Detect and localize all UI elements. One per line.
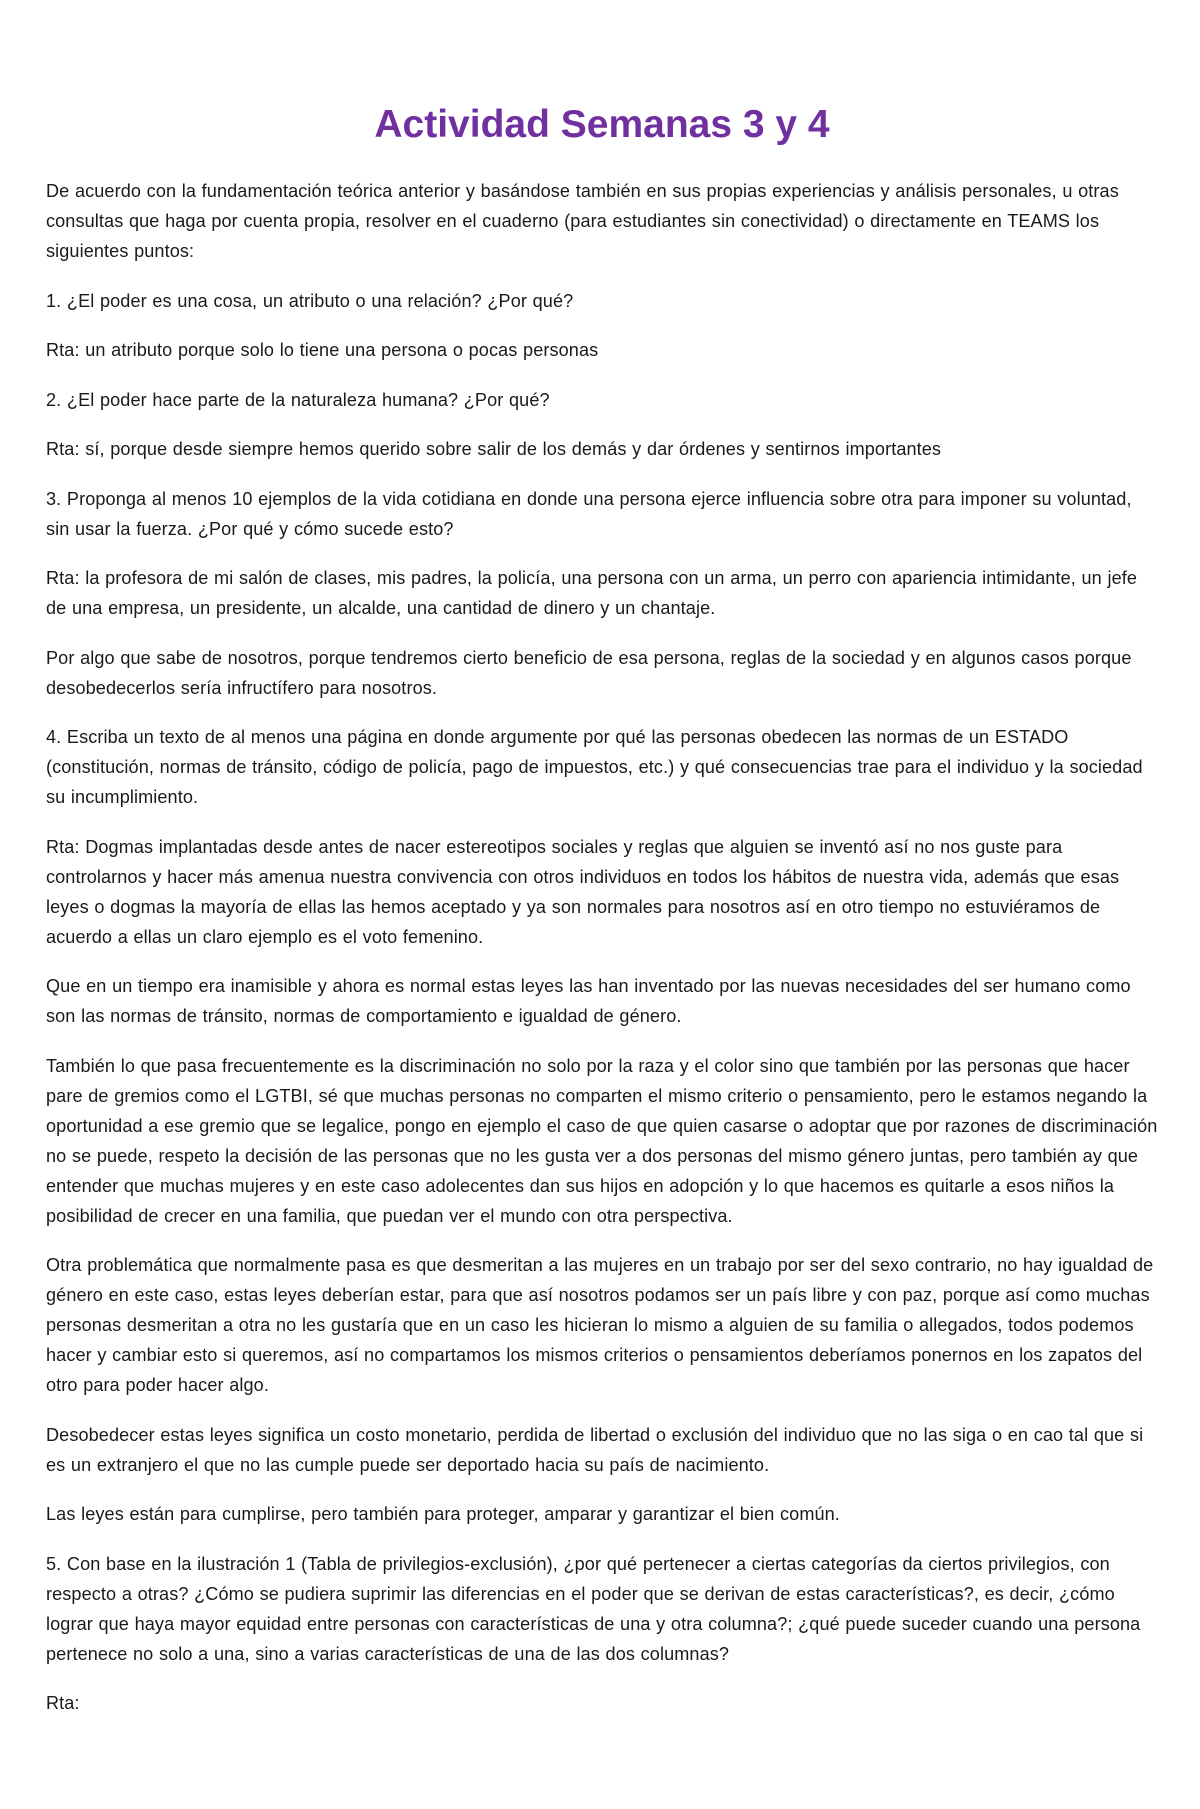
answer-4-paragraph-4: Otra problemática que normalmente pasa es que desmeritan a las mujeres en un trabajo por ser del sexo contrario, no hay igualdad de género en este caso, estas leyes deberían estar, para que así nosotros podamos ser un país libre y con paz, porque así como muchas personas desmeritan a otra no les gustaría que en un caso les hicieran lo mismo a alguien de su familia o allegados, todos podemos hacer y cambiar esto si queremos, así no compartamos los mismos criterios o pensamientos deberíamos ponernos en los zapatos del otro para poder hacer algo. <box>46 1255 1154 1395</box>
answer-4-paragraph-3: También lo que pasa frecuentemente es la discriminación no solo por la raza y el color sino que también por las personas que hacer pare de gremios como el LGTBI, sé que muchas personas no comparten el mismo criterio o pensamiento, pero le estamos negando la oportunidad a ese gremio que se legalice, pongo en ejemplo el caso de que quien casarse o adoptar que por razones de discriminación no se puede, respeto la decisión de las personas que no les gusta ver a dos personas del mismo género juntas, pero también ay que entender que muchas mujeres y en este caso adolecentes dan sus hijos en adopción y lo que hacemos es quitarle a esos niños la posibilidad de crecer en una familia, que puedan ver el mundo con otra perspectiva. <box>46 1055 1158 1226</box>
answer-5: Rta: <box>46 1693 80 1713</box>
answer-2: Rta: sí, porque desde siempre hemos querido sobre salir de los demás y dar órdenes y sentirnos importantes <box>46 439 942 459</box>
question-1: 1. ¿El poder es una cosa, un atributo o una relación? ¿Por qué? <box>46 290 574 311</box>
document-page <box>46 0 1158 1718</box>
answer-4-paragraph-2: Que en un tiempo era inamisible y ahora es normal estas leyes las han inventado por las nuevas necesidades del ser humano como son las normas de tránsito, normas de comportamiento e igualdad de género. <box>46 976 1131 1026</box>
question-4: 4. Escriba un texto de al menos una página en donde argumente por qué las personas obedecen las normas de un ESTADO (constitución, normas de tránsito, código de policía, pago de impuestos, etc.) y qué consecuencias trae para el individuo y la sociedad su incumplimiento. <box>46 727 1143 807</box>
answer-3: Rta: la profesora de mi salón de clases, mis padres, la policía, una persona con un arma, un perro con apariencia intimidante, un jefe de una empresa, un presidente, un alcalde, una cantidad de dinero y un chantaje. <box>46 568 1138 618</box>
page-title: Actividad Semanas 3 y 4 <box>374 103 830 146</box>
answer-4-paragraph-5: Desobedecer estas leyes significa un costo monetario, perdida de libertad o exclusión del individuo que no las siga o en cao tal que si es un extranjero el que no las cumple puede ser deportado hacia su país de nacimiento. <box>46 1424 1144 1475</box>
question-5: 5. Con base en la ilustración 1 (Tabla de privilegios-exclusión), ¿por qué pertenecer a ciertas categorías da ciertos privilegios, con respecto a otras? ¿Cómo se pudiera suprimir las diferencias en el poder que se derivan de estas características?, es decir, ¿cómo lograr que haya mayor equidad entre personas con características de una y otra columna?; ¿qué puede suceder cuando una persona pertenece no solo a una, sino a varias características de una de las dos columnas? <box>46 1553 1141 1664</box>
question-2: 2. ¿El poder hace parte de la naturaleza humana? ¿Por qué? <box>46 389 550 410</box>
question-3: 3. Proponga al menos 10 ejemplos de la vida cotidiana en donde una persona ejerce influencia sobre otra para imponer su voluntad, sin usar la fuerza. ¿Por qué y cómo sucede esto? <box>46 488 1132 539</box>
intro-paragraph: De acuerdo con la fundamentación teórica anterior y basándose también en sus propias experiencias y análisis personales, u otras consultas que haga por cuenta propia, resolver en el cuaderno (para estudiantes sin conectividad) o directamente en TEAMS los siguientes puntos: <box>46 181 1119 261</box>
answer-4-paragraph-6: Las leyes están para cumplirse, pero también para proteger, amparar y garantizar el bien común. <box>46 1504 840 1524</box>
answer-1: Rta: un atributo porque solo lo tiene una persona o pocas personas <box>46 340 599 360</box>
answer-4: Rta: Dogmas implantadas desde antes de nacer estereotipos sociales y reglas que alguien se inventó así no nos guste para controlarnos y hacer más amenua nuestra convivencia con otros individuos en todos los hábitos de nuestra vida, además que esas leyes o dogmas la mayoría de ellas las hemos aceptado y ya son normales para nosotros así en otro tiempo no estuviéramos de acuerdo a ellas un claro ejemplo es el voto femenino. <box>46 836 1120 947</box>
answer-3-continued: Por algo que sabe de nosotros, porque tendremos cierto beneficio de esa persona, reglas de la sociedad y en algunos casos porque desobedecerlos sería infructífero para nosotros. <box>46 647 1132 698</box>
